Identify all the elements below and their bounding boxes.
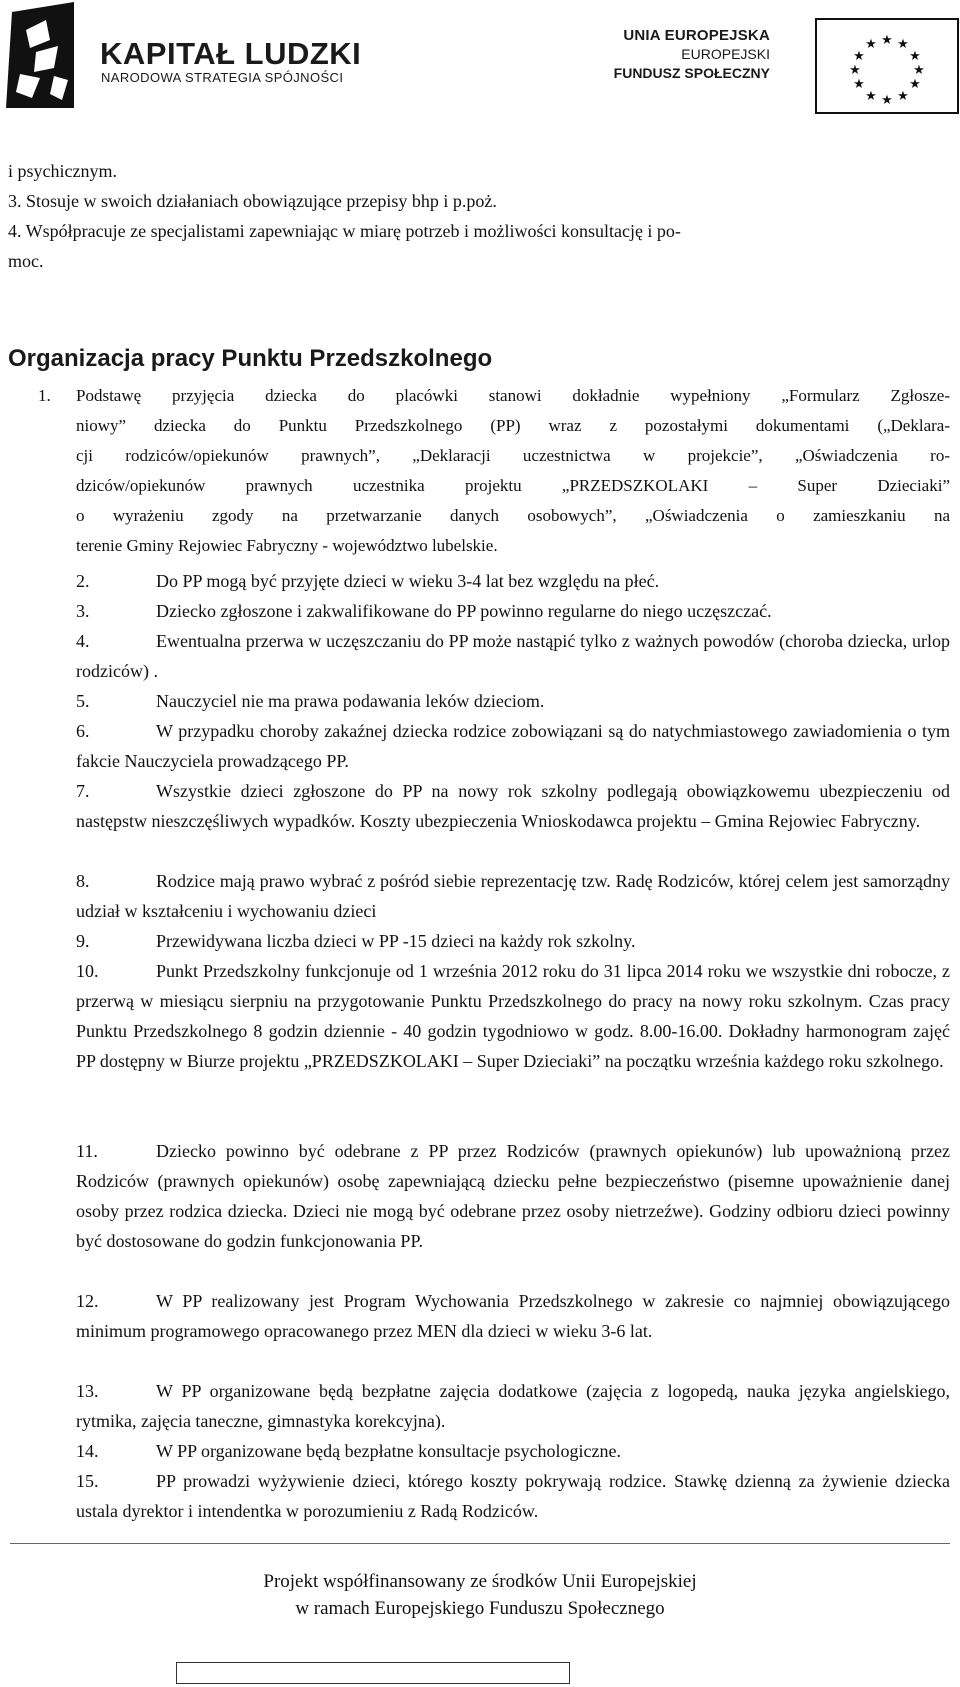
list-item (76, 566, 950, 596)
svg-text:★: ★ (913, 63, 925, 78)
eu-flag-icon (815, 18, 959, 114)
list-item (76, 1136, 950, 1256)
program-title: KAPITAŁ LUDZKI (100, 36, 362, 71)
footer-line-2: w ramach Europejskiego Funduszu Społecznego (295, 1598, 665, 1619)
footer-divider (10, 1543, 950, 1544)
list-item-number: 13. (76, 1381, 99, 1401)
list-item (76, 956, 950, 1076)
item-1-number: 1. (38, 386, 51, 405)
list-item-number: 15. (76, 1471, 99, 1491)
list-item-text: Dziecko zgłoszone i zakwalifikowane do PP powinno regularne do niego uczęszczać. (156, 601, 772, 621)
svg-text:★: ★ (865, 89, 877, 104)
section-heading: Organizacja pracy Punktu Przedszkolnego (8, 345, 493, 372)
list-item-text: Przewidywana liczba dzieci w PP -15 dzieci na każdy rok szkolny. (156, 931, 636, 951)
item-1-line-1: Podstawę przyjęcia dziecka do placówki stanowi dokładnie wypełniony „Formularz Zgłosze- (76, 386, 950, 405)
svg-text:★: ★ (853, 49, 865, 64)
list-item-text: Wszystkie dzieci zgłoszone do PP na nowy rok szkolny podlegają obowiązkowemu ubezpieczeniu od następstw nieszczęśliwych wypadków. Koszty ubezpieczenia Wnioskodawca projektu – Gmina Rejowiec Fabryczny. (76, 781, 950, 831)
list-item-number: 8. (76, 871, 90, 891)
svg-text:★: ★ (897, 89, 909, 104)
list-item-text: Dziecko powinno być odebrane z PP przez Rodziców (prawnych opiekunów) lub upoważnioną przez Rodziców (prawnych opiekunów) osobę zapewniającą dziecku pełne bezpieczeństwo (pisemne upoważnienie danej osoby przez rodzica dziecka. Dzieci nie mogą być odebrane przez osoby nietrzeźwe). Godziny odbioru dzieci powinny być dostosowane do godzin funkcjonowania PP. (76, 1141, 950, 1251)
list-item-number: 11. (76, 1141, 98, 1161)
list-item (76, 1466, 950, 1526)
list-item-number: 9. (76, 931, 90, 951)
list-item (76, 1286, 950, 1346)
item-1-line-3: cji rodziców/opiekunów prawnych”, „Deklaracji uczestnictwa w projekcie”, „Oświadczenia ro- (76, 446, 950, 465)
svg-text:★: ★ (881, 93, 893, 108)
eu-line-1: UNIA EUROPEJSKA (623, 27, 770, 44)
list-item-text: W PP organizowane będą bezpłatne zajęcia dodatkowe (zajęcia z logopedą, nauka języka angielskiego, rytmika, zajęcia taneczne, gimnastyka korekcyjna). (76, 1381, 950, 1431)
list-item-number: 6. (76, 721, 90, 741)
list-item (76, 1436, 950, 1466)
list-item-number: 3. (76, 601, 90, 621)
item-1-line-4: dziców/opiekunów prawnych uczestnika projektu „PRZEDSZKOLAKI – Super Dzieciaki” (76, 476, 950, 495)
intro-line-3: 4. Współpracuje ze specjalistami zapewniając w miarę potrzeb i możliwości konsultację i po- (8, 221, 681, 241)
intro-line-2: 3. Stosuje w swoich działaniach obowiązujące przepisy bhp i p.poż. (8, 191, 497, 211)
item-1-line-2: niowy” dziecka do Punktu Przedszkolnego (PP) wraz z pozostałymi dokumentami („Deklara- (76, 416, 950, 435)
list-item (76, 596, 950, 626)
list-item (76, 716, 950, 776)
svg-text:★: ★ (849, 63, 861, 78)
list-item-number: 4. (76, 631, 90, 651)
item-1-line-6: terenie Gminy Rejowiec Fabryczny - województwo lubelskie. (76, 536, 498, 555)
list-item (76, 866, 950, 926)
eu-line-2: EUROPEJSKI (681, 46, 770, 62)
list-item-text: Punkt Przedszkolny funkcjonuje od 1 września 2012 roku do 31 lipca 2014 roku we wszystkie dni robocze, z przerwą w miesiącu sierpniu na przygotowanie Punktu Przedszkolnego do pracy na nowy roku szkolnym. Czas pracy Punktu Przedszkolnego 8 godzin dziennie - 40 godzin tygodniowo w godz. 8.00-16.00. Dokładny harmonogram zajęć PP dostępny w Biurze projektu „PRZEDSZKOLAKI – Super Dzieciaki” na początku września każdego roku szkolnego. (76, 961, 950, 1071)
svg-text:★: ★ (909, 49, 921, 64)
svg-text:★: ★ (881, 33, 893, 48)
list-item-text: Rodzice mają prawo wybrać z pośród siebie reprezentację tzw. Radę Rodziców, której celem jest samorządny udział w kształceniu i wychowaniu dzieci (76, 871, 950, 921)
footer-line-1: Projekt współfinansowany ze środków Unii Europejskiej (263, 1571, 697, 1592)
list-item-number: 12. (76, 1291, 99, 1311)
list-item-number: 14. (76, 1441, 99, 1461)
eu-label (614, 26, 770, 83)
program-subtitle: NARODOWA STRATEGIA SPÓJNOŚCI (101, 70, 344, 85)
svg-text:★: ★ (897, 37, 909, 52)
list-item-text: Do PP mogą być przyjęte dzieci w wieku 3-4 lat bez względu na płeć. (156, 571, 660, 591)
list-item-text: Nauczyciel nie ma prawa podawania leków dzieciom. (156, 691, 545, 711)
list-item-number: 2. (76, 571, 90, 591)
list-item-text: W PP organizowane będą bezpłatne konsultacje psychologiczne. (156, 1441, 622, 1461)
list-item (76, 926, 950, 956)
intro-line-4: moc. (8, 251, 44, 271)
footer (0, 1568, 960, 1622)
list-item (76, 626, 950, 686)
list-item-text: Ewentualna przerwa w uczęszczaniu do PP może nastąpić tylko z ważnych powodów (choroba dziecka, urlop rodziców) . (76, 631, 950, 681)
list-item-text: W PP realizowany jest Program Wychowania Przedszkolnego w zakresie co najmniej obowiązującego minimum programowego opracowanego przez MEN dla dzieci w wieku 3-6 lat. (76, 1291, 950, 1341)
list-item-number: 7. (76, 781, 90, 801)
item-1-line-5: o wyrażeniu zgody na przetwarzanie danych osobowych”, „Oświadczenia o zamieszkaniu na (76, 506, 950, 525)
list-item (76, 776, 950, 836)
eu-line-3: FUNDUSZ SPOŁECZNY (613, 65, 770, 81)
list-item (76, 686, 950, 716)
kapital-ludzki-logo-icon (6, 2, 76, 108)
intro-line-1: i psychicznym. (8, 161, 117, 181)
list-item-number: 5. (76, 691, 90, 711)
svg-text:★: ★ (909, 77, 921, 92)
list-item-text: W przypadku choroby zakaźnej dziecka rodzice zobowiązani są do natychmiastowego zawiadomienia o tym fakcie Nauczyciela prowadzącego PP. (76, 721, 950, 771)
list-item-text: PP prowadzi wyżywienie dzieci, którego koszty pokrywają rodzice. Stawkę dzienną za żywienie dziecka ustala dyrektor i intendentka w porozumieniu z Radą Rodziców. (76, 1471, 950, 1521)
list-item-number: 10. (76, 961, 99, 981)
svg-text:★: ★ (853, 77, 865, 92)
footer-box (176, 1662, 570, 1684)
svg-text:★: ★ (865, 37, 877, 52)
list-item (76, 1376, 950, 1436)
